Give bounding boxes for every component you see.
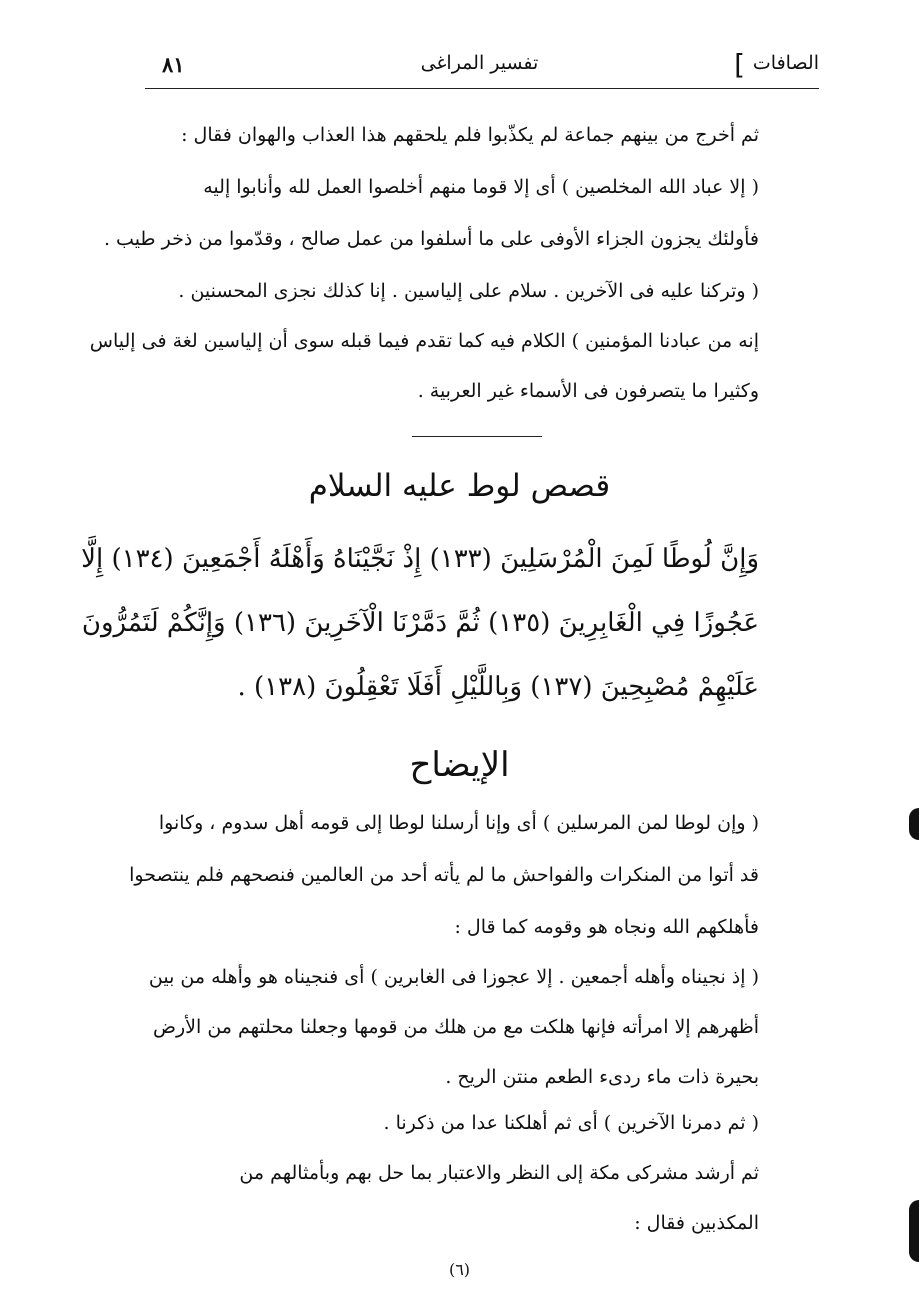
quran-verse-line: عَجُوزًا فِي الْغَابِرِينَ (١٣٥) ثُمَّ دَمَّرْنَا الْآخَرِينَ (١٣٦) وَإِنَّكُمْ لَتَمُرُّونَ (81, 608, 759, 638)
paragraph-line: ( إلا عباد الله المخلصين ) أى إلا قوما منهم أخلصوا العمل لله وأنابوا إليه (203, 176, 759, 198)
section-title: قصص لوط عليه السلام (308, 468, 611, 504)
header-bracket: ] (734, 48, 745, 81)
section-divider (412, 436, 542, 437)
explanation-title: الإيضاح (409, 745, 510, 785)
signature-mark: (٦) (448, 1260, 471, 1279)
paragraph-line: ثم أخرج من بينهم جماعة لم يكذّبوا فلم يلحقهم هذا العذاب والهوان فقال : (181, 124, 759, 146)
paragraph-line: ( وإن لوطا لمن المرسلين ) أى وإنا أرسلنا لوطا إلى قومه أهل سدوم ، وكانوا (158, 812, 759, 834)
paragraph-line: ( وتركنا عليه فى الآخرين . سلام على إلياسين . إنا كذلك نجزى المحسنين . (178, 280, 759, 302)
paragraph-line: فأولئك يجزون الجزاء الأوفى على ما أسلفوا من عمل صالح ، وقدّموا من ذخر طيب . (103, 228, 759, 250)
paragraph-line: بحيرة ذات ماء ردىء الطعم منتن الريح . (445, 1066, 759, 1088)
paragraph-line: ( إذ نجيناه وأهله أجمعين . إلا عجوزا فى الغابرين ) أى فنجيناه هو وأهله من بين (148, 966, 759, 988)
paragraph-line: ( ثم دمرنا الآخرين ) أى ثم أهلكنا عدا من ذكرنا . (383, 1112, 759, 1134)
paragraph-line: فأهلكهم الله ونجاه هو وقومه كما قال : (454, 916, 759, 938)
paragraph-line: قد أتوا من المنكرات والفواحش ما لم يأته أحد من العالمين فنصحهم فلم ينتصحوا (129, 864, 759, 886)
page-number: ٨١ (162, 52, 185, 77)
book-title: تفسير المراغى (420, 52, 539, 74)
paragraph-line: أظهرهم إلا امرأته فإنها هلكت مع من هلك من قومها وجعلنا محلتهم من الأرض (153, 1016, 759, 1038)
paragraph-line: ثم أرشد مشركى مكة إلى النظر والاعتبار بما حل بهم وبأمثالهم من (239, 1162, 759, 1184)
paragraph-line: إنه من عبادنا المؤمنين ) الكلام فيه كما تقدم فيما قبله سوى أن إلياسين لغة فى إلياس (89, 330, 759, 352)
page-header (140, 48, 819, 86)
surah-name: الصافات (752, 52, 819, 74)
quran-verse-line: عَلَيْهِمْ مُصْبِحِينَ (١٣٧) وَبِاللَّيْلِ أَفَلَا تَعْقِلُونَ (١٣٨) . (237, 672, 759, 702)
scan-ink-blot (909, 1200, 919, 1262)
paragraph-line: وكثيرا ما يتصرفون فى الأسماء غير العربية . (417, 380, 759, 402)
header-rule (145, 88, 819, 89)
quran-verse-line: وَإِنَّ لُوطًا لَمِنَ الْمُرْسَلِينَ (١٣٣) إِذْ نَجَّيْنَاهُ وَأَهْلَهُ أَجْمَعِينَ (١٣٤) إِلَّا (81, 544, 759, 574)
scan-ink-blot (909, 808, 919, 840)
paragraph-line: المكذبين فقال : (634, 1212, 759, 1234)
